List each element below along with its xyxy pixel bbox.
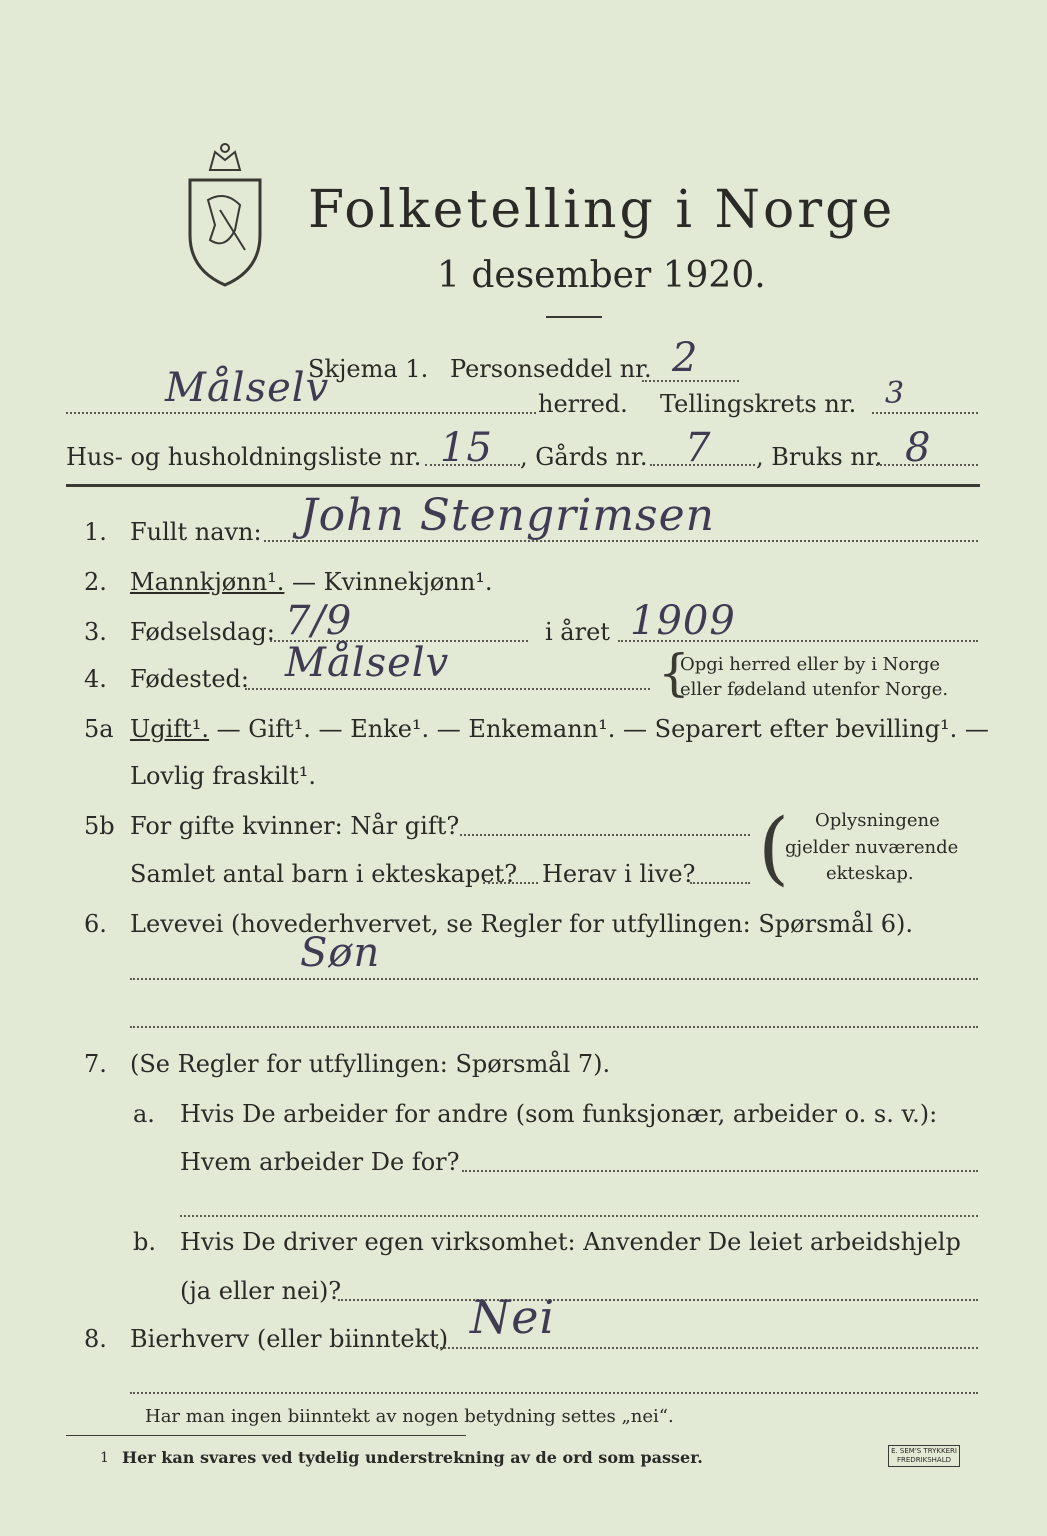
q4-note-1: Opgi herred eller by i Norge <box>680 654 941 675</box>
q5b-number: 5b <box>84 812 115 840</box>
q4-number: 4. <box>84 665 107 693</box>
q3-label: Fødselsdag: <box>130 618 275 646</box>
q8-line <box>436 1347 978 1349</box>
q7b-label-1: Hvis De driver egen virksomhet: Anvender De leiet arbeidshjelp <box>180 1228 961 1256</box>
header-divider <box>66 484 980 487</box>
hus-value[interactable]: 15 <box>440 425 493 471</box>
bruks-value[interactable]: 8 <box>905 425 932 471</box>
coat-of-arms-icon <box>180 140 270 290</box>
tellingskrets-line <box>872 412 978 414</box>
title-divider <box>546 316 602 318</box>
q5b-label-3: Herav i live? <box>542 860 696 888</box>
occupation-value[interactable]: Søn <box>300 930 381 976</box>
q5b-note-2: gjelder nuværende <box>785 837 959 858</box>
q7b-number: b. <box>133 1228 156 1256</box>
footer-note: Har man ingen biinntekt av nogen betydning settes „nei“. <box>145 1406 674 1427</box>
q7-label: (Se Regler for utfyllingen: Spørsmål 7). <box>130 1050 611 1078</box>
herred-label: herred. <box>538 390 628 418</box>
birthplace-value[interactable]: Målselv <box>285 640 450 686</box>
other-marital-options[interactable]: — Gift¹. — Enke¹. — Enkemann¹. — Separert efter bevilling¹. — <box>209 715 989 743</box>
q8-label: Bierhverv (eller biinntekt) <box>130 1325 449 1353</box>
footnote-number: 1 <box>100 1450 109 1466</box>
printer-stamp-line-1: E. SEM'S TRYKKERI <box>891 1447 957 1455</box>
employer-line[interactable] <box>462 1170 978 1172</box>
printer-stamp-line-2: FREDRIKSHALD <box>896 1456 951 1464</box>
male-option[interactable]: Mannkjønn¹. <box>130 568 285 596</box>
when-married-line[interactable] <box>460 834 750 836</box>
year-label: i året <box>545 618 610 646</box>
female-option[interactable]: — Kvinnekjønn¹. <box>284 568 493 596</box>
q1-number: 1. <box>84 518 107 546</box>
birthday-value[interactable]: 7/9 <box>285 598 353 644</box>
q7-number: 7. <box>84 1050 107 1078</box>
printer-stamp <box>888 1445 960 1467</box>
personseddel-label: Personseddel nr. <box>450 355 652 383</box>
side-income-value[interactable]: Nei <box>470 1290 556 1344</box>
q7b-label-2: (ja eller nei)? <box>180 1277 342 1305</box>
page-title: Folketelling i Norge <box>308 180 896 240</box>
q5b-bracket: ( <box>758 801 790 894</box>
q3-number: 3. <box>84 618 107 646</box>
alive-line[interactable] <box>690 882 750 884</box>
q7a-number: a. <box>133 1100 155 1128</box>
hired-help-line[interactable] <box>338 1299 978 1301</box>
tellingskrets-label: Tellingskrets nr. <box>660 390 857 418</box>
tellingskrets-value[interactable]: 3 <box>885 376 906 411</box>
q5a-marital-options <box>130 715 989 743</box>
bruks-label: , Bruks nr. <box>756 443 883 471</box>
q2-gender-options <box>130 568 493 596</box>
skjema-label: Skjema 1. <box>308 355 429 383</box>
divorced-option[interactable]: Lovlig fraskilt¹. <box>130 762 317 790</box>
q5a-number: 5a <box>84 715 114 743</box>
q8-line-2 <box>130 1392 978 1394</box>
q4-brace: { <box>658 644 690 702</box>
herred-line <box>66 412 536 414</box>
q7a-label-2: Hvem arbeider De for? <box>180 1148 460 1176</box>
q5b-label-1: For gifte kvinner: Når gift? <box>130 812 460 840</box>
page-subtitle: 1 desember 1920. <box>437 255 766 296</box>
gards-label: , Gårds nr. <box>520 443 648 471</box>
q4-note-2: eller fødeland utenfor Norge. <box>680 679 949 700</box>
q6-label: Levevei (hovederhvervet, se Regler for utfyllingen: Spørsmål 6). <box>130 910 914 938</box>
gards-value[interactable]: 7 <box>685 425 712 471</box>
herred-value[interactable]: Målselv <box>165 365 330 411</box>
q4-line <box>245 688 650 690</box>
q6-number: 6. <box>84 910 107 938</box>
q5b-note-1: Oplysningene <box>815 810 940 831</box>
unmarried-option[interactable]: Ugift¹. <box>130 715 210 743</box>
q5b-label-2: Samlet antal barn i ekteskapet? <box>130 860 518 888</box>
year-value[interactable]: 1909 <box>630 598 736 644</box>
q6-line-2 <box>130 1026 978 1028</box>
full-name-value[interactable]: John Stengrimsen <box>300 490 715 541</box>
q4-label: Fødested: <box>130 665 249 693</box>
personseddel-value[interactable]: 2 <box>672 335 699 381</box>
q6-line-1 <box>130 978 978 980</box>
q8-number: 8. <box>84 1325 107 1353</box>
footnote-text: Her kan svares ved tydelig understrekning av de ord som passer. <box>122 1448 703 1467</box>
footnote-divider <box>66 1435 466 1436</box>
q5b-note-3: ekteskap. <box>826 863 914 884</box>
children-line[interactable] <box>483 882 538 884</box>
q1-label: Fullt navn: <box>130 518 262 546</box>
hus-label: Hus- og husholdningsliste nr. <box>66 443 422 471</box>
q7a-label-1: Hvis De arbeider for andre (som funksjonær, arbeider o. s. v.): <box>180 1100 938 1128</box>
q2-number: 2. <box>84 568 107 596</box>
employer-line-2[interactable] <box>180 1215 978 1217</box>
